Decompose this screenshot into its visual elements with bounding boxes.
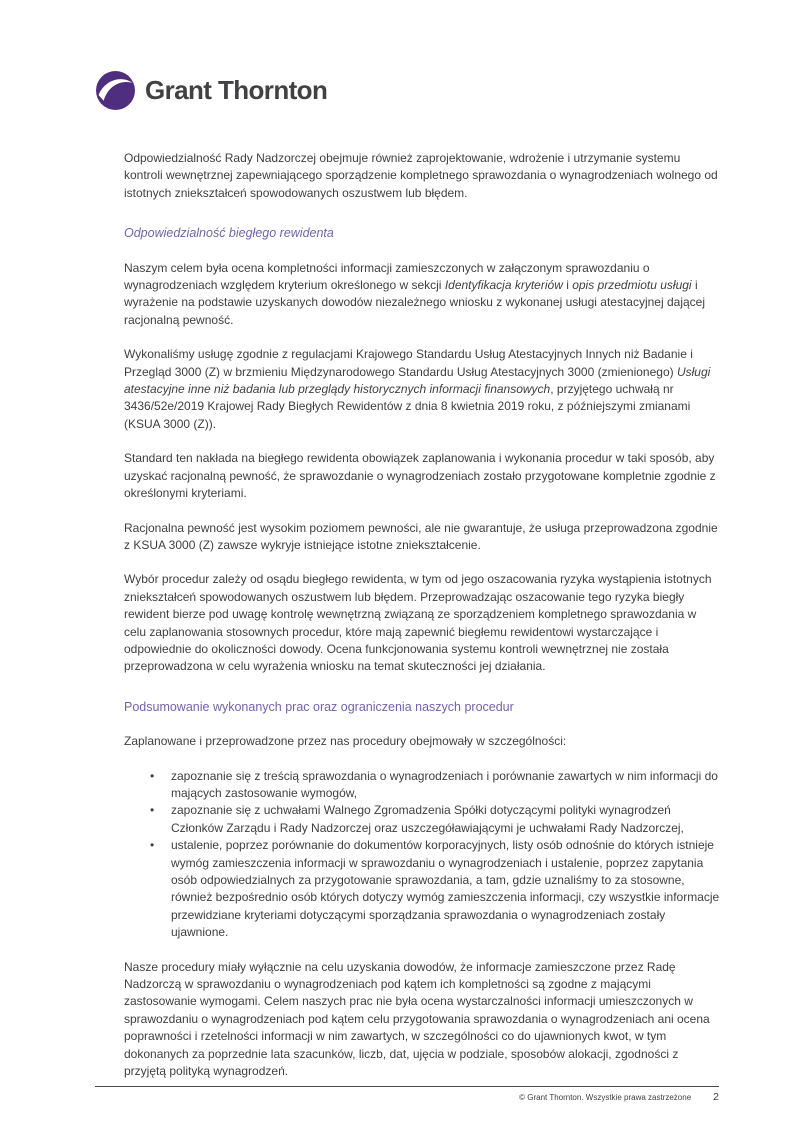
paragraph-scope-limitation: Nasze procedury miały wyłącznie na celu uzyskania dowodów, że informacje zamieszczone przez Radę Nadzorczą w sprawozdaniu o wynagrodzeniach pod kątem ich kompletności są zgodne z mającymi zastosowanie wymogami. Celem naszych prac nie była ocena wystarczalności informacji umieszczonych w sprawozdaniu o wynagrodzeniach pod kątem celu przygotowania sprawozdania o wynagrodzeniach ani ocena poprawności i rzetelności informacji w nim zawartych, w szczególności co do ujawnionych kwot, w tym dokonanych za poprzednie lata szacunków, liczb, dat, ujęcia w podziale, sposobów alokacji, zgodności z przyjętą polityką wynagrodzeń. (124, 959, 710, 1079)
bullet-item-resolutions-review (150, 802, 720, 837)
heading-summary-of-work: Podsumowanie wykonanych prac oraz ograniczenia naszych procedur (124, 699, 514, 714)
bullet-item-text: zapoznanie się z uchwałami Walnego Zgromadzenia Spółki dotyczącymi polityki wynagrodzeń Członków Zarządu i Rady Nadzorczej oraz uszczegóławiającymi je uchwałami Rady Nadzorczej, (171, 803, 684, 835)
bullet-item-persons-verification (150, 837, 720, 941)
paragraph-procedures-intro: Zaplanowane i przeprowadzone przez nas procedury obejmowały w szczególności: (124, 734, 567, 749)
procedures-bullet-list (124, 768, 720, 942)
paragraph-board-responsibility: Odpowiedzialność Rady Nadzorczej obejmuje również zaprojektowanie, wdrożenie i utrzymanie systemu kontroli wewnętrznej zapewniającego sporządzenie kompletnego sprawozdania o wynagrodzeniach wolnego od istotnych zniekształceń spowodowanych oszustwem lub błędem. (124, 151, 718, 200)
footer-copyright: © Grant Thornton. Wszystkie prawa zastrzeżone (519, 1093, 692, 1102)
footer-page-number: 2 (713, 1091, 719, 1103)
bullet-item-text: zapoznanie się z treścią sprawozdania o wynagrodzeniach i porównanie zawartych w nim informacji do mających zastosowanie wymogów, (171, 768, 718, 800)
grant-thornton-logo (95, 70, 327, 111)
bullet-item-report-review (150, 768, 720, 803)
heading-auditor-responsibility: Odpowiedzialność biegłego rewidenta (124, 226, 334, 241)
document-content (124, 150, 720, 1097)
paragraph-reasonable-assurance: Racjonalna pewność jest wysokim poziomem pewności, ale nie gwarantuje, że usługa przeprowadzona zgodnie z KSUA 3000 (Z) zawsze wykryje istniejące istotne zniekształcenie. (124, 520, 718, 552)
paragraph-procedure-selection: Wybór procedur zależy od osądu biegłego rewidenta, w tym od jego oszacowania ryzyka wystąpienia istotnych zniekształceń spowodowanych oszustwem lub błędem. Przeprowadzając oszacowanie tego ryzyka biegły rewident bierze pod uwagę kontrolę wewnętrzną związaną ze sporządzeniem kompletnego sprawozdania w celu zaplanowania stosownych procedur, które mają zapewnić biegłemu rewidentowi wystarczające i odpowiednie do okoliczności dowody. Ocena funkcjonowania systemu kontroli wewnętrznej nie została przeprowadzona w celu wyrażenia wniosku na temat skuteczności jej działania. (124, 572, 712, 674)
brand-wordmark: Grant Thornton (145, 75, 328, 105)
paragraph-standard-obligation: Standard ten nakłada na biegłego rewidenta obowiązek zaplanowania i wykonania procedur w taki sposób, aby uzyskać racjonalną pewność, że sprawozdanie o wynagrodzeniach zostało przygotowane kompletnie zgodnie z określonymi kryteriami. (124, 451, 716, 501)
page-footer (95, 1086, 719, 1103)
bullet-marker: • (150, 803, 155, 818)
bullet-marker: • (150, 838, 155, 853)
bullet-marker: • (150, 768, 155, 783)
bullet-item-text: ustalenie, poprzez porównanie do dokumentów korporacyjnych, listy osób odnośnie do których istnieje wymóg zamieszczenia informacji w sprawozdaniu o wynagrodzeniach i ustalenie, poprzez zapytania osób odpowiedzialnych za przygotowanie sprawozdania, a tam, gdzie uznaliśmy to za stosowne, również bezpośrednio osób których dotyczy wymóg zamieszczenia informacji, czy wszystkie informacje przewidziane kryteriami dotyczącymi sporządzania sprawozdania o wynagrodzeniach zostały ujawnione. (171, 838, 720, 940)
grant-thornton-orb-icon (95, 70, 136, 111)
paragraph-engagement-objective: Naszym celem była ocena kompletności informacji zamieszczonych w załączonym sprawozdaniu o wynagrodzeniach względem kryterium określonego w sekcji Identyfikacja kryteriów i opis przedmiotu usługi i wyrażenie na podstawie uzyskanych dowodów niezależnego wniosku z wykonanej usługi atestacyjnej dającej racjonalną pewność. (124, 260, 706, 327)
paragraph-standards-applied: Wykonaliśmy usługę zgodnie z regulacjami Krajowego Standardu Usług Atestacyjnych Innych niż Badanie i Przegląd 3000 (Z) w brzmieniu Międzynarodowego Standardu Usług Atestacyjnych 3000 (zmienionego) Usługi atestacyjne inne niż badania lub przeglądy historycznych informacji finansowych, przyjętego uchwałą nr 3436/52e/2019 Krajowej Rady Biegłych Rewidentów z dnia 8 kwietnia 2019 roku, z późniejszymi zmianami (KSUA 3000 (Z)). (124, 347, 711, 431)
